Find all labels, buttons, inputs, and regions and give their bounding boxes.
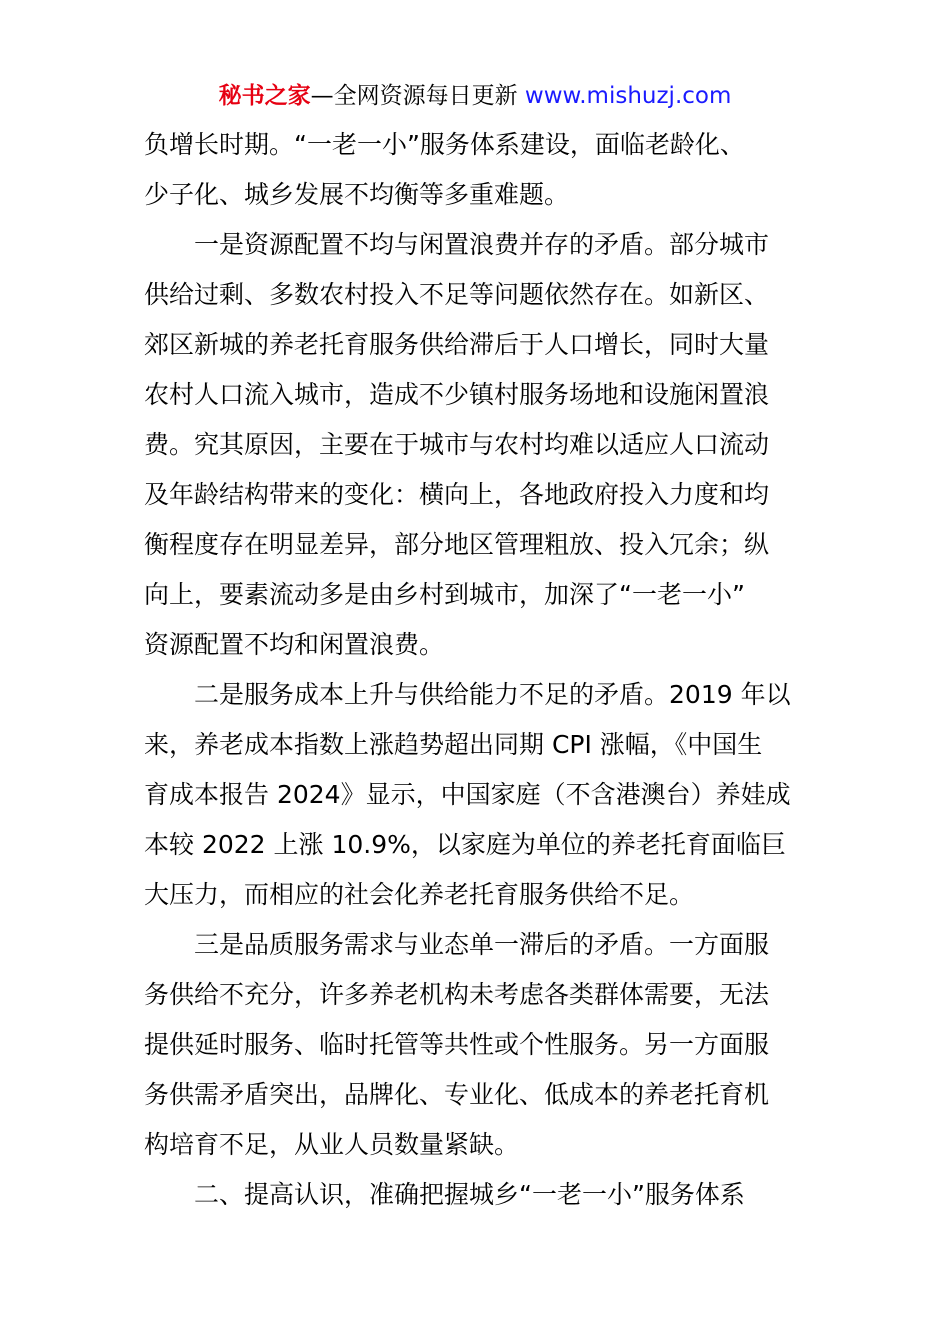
text-line: 来，养老成本指数上涨趋势超出同期 CPI 涨幅，《中国生	[144, 730, 763, 759]
text-line: 务供需矛盾突出，品牌化、专业化、低成本的养老托育机	[144, 1080, 770, 1109]
text-line: 供给过剩、多数农村投入不足等问题依然存在。如新区、	[144, 280, 770, 309]
text-line: 衡程度存在明显差异，部分地区管理粗放、投入冗余；纵	[144, 530, 770, 559]
text-line: 本较 2022 上涨 10.9%，以家庭为单位的养老托育面临巨	[144, 830, 786, 859]
text-line: 农村人口流入城市，造成不少镇村服务场地和设施闲置浪	[144, 380, 770, 409]
text-line: 资源配置不均和闲置浪费。	[144, 630, 445, 659]
text-line: 费。究其原因，主要在于城市与农村均难以适应人口流动	[144, 430, 770, 459]
text-line: 少子化、城乡发展不均衡等多重难题。	[144, 180, 570, 209]
section-heading-line: 二、提高认识，准确把握城乡“一老一小”服务体系	[194, 1180, 745, 1209]
text-line: 育成本报告 2024》显示，中国家庭（不含港澳台）养娃成	[144, 780, 791, 809]
header-tagline: —全网资源每日更新	[310, 83, 518, 109]
paragraph-start-line: 二是服务成本上升与供给能力不足的矛盾。2019 年以	[194, 680, 791, 709]
text-line: 及年龄结构带来的变化：横向上，各地政府投入力度和均	[144, 480, 770, 509]
text-line: 郊区新城的养老托育服务供给滞后于人口增长，同时大量	[144, 330, 770, 359]
document-body	[144, 120, 808, 1220]
text-line: 大压力，而相应的社会化养老托育服务供给不足。	[144, 880, 695, 909]
text-line: 务供给不充分，许多养老机构未考虑各类群体需要，无法	[144, 980, 770, 1009]
text-line: 构培育不足，从业人员数量紧缺。	[144, 1130, 520, 1159]
site-header	[0, 80, 950, 112]
paragraph-start-line: 一是资源配置不均与闲置浪费并存的矛盾。部分城市	[194, 230, 770, 259]
brand-name: 秘书之家	[218, 83, 311, 109]
paragraph-start-line: 三是品质服务需求与业态单一滞后的矛盾。一方面服	[194, 930, 770, 959]
text-line: 负增长时期。“一老一小”服务体系建设，面临老龄化、	[144, 130, 745, 159]
text-line: 提供延时服务、临时托管等共性或个性服务。另一方面服	[144, 1030, 770, 1059]
text-line: 向上，要素流动多是由乡村到城市，加深了“一老一小”	[144, 580, 745, 609]
site-url-link[interactable]: www.mishuzj.com	[524, 83, 732, 109]
